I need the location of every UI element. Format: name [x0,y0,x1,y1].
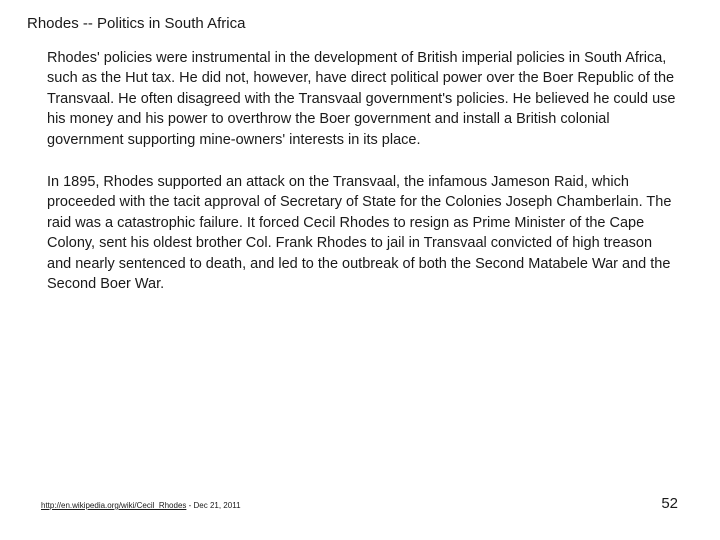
source-date: - Dec 21, 2011 [186,501,241,510]
paragraph-policies: Rhodes' policies were instrumental in the development of British imperial policies in South Africa, such as the Hut tax. He did not, however, have direct political power over the Boer Republic of the Transvaal. He often disagreed with the Transvaal government's policies. He believed he could use his money and his power to overthrow the Boer government and install a British colonial government supporting mine-owners' interests in its place. [47,50,676,148]
source-link[interactable]: http://en.wikipedia.org/wiki/Cecil_Rhodes [41,501,187,510]
page-number: 52 [661,495,678,512]
footer-source [41,500,241,512]
paragraph-jameson-raid: In 1895, Rhodes supported an attack on the Transvaal, the infamous Jameson Raid, which proceeded with the tacit approval of Secretary of State for the Colonies Joseph Chamberlain. The raid was a catastrophic failure. It forced Cecil Rhodes to resign as Prime Minister of the Cape Colony, sent his oldest brother Col. Frank Rhodes to jail in Transvaal convicted of high treason and nearly sentenced to death, and led to the outbreak of both the Second Matabele War and the Second Boer War. [47,174,672,293]
slide-title: Rhodes -- Politics in South Africa [27,15,246,32]
